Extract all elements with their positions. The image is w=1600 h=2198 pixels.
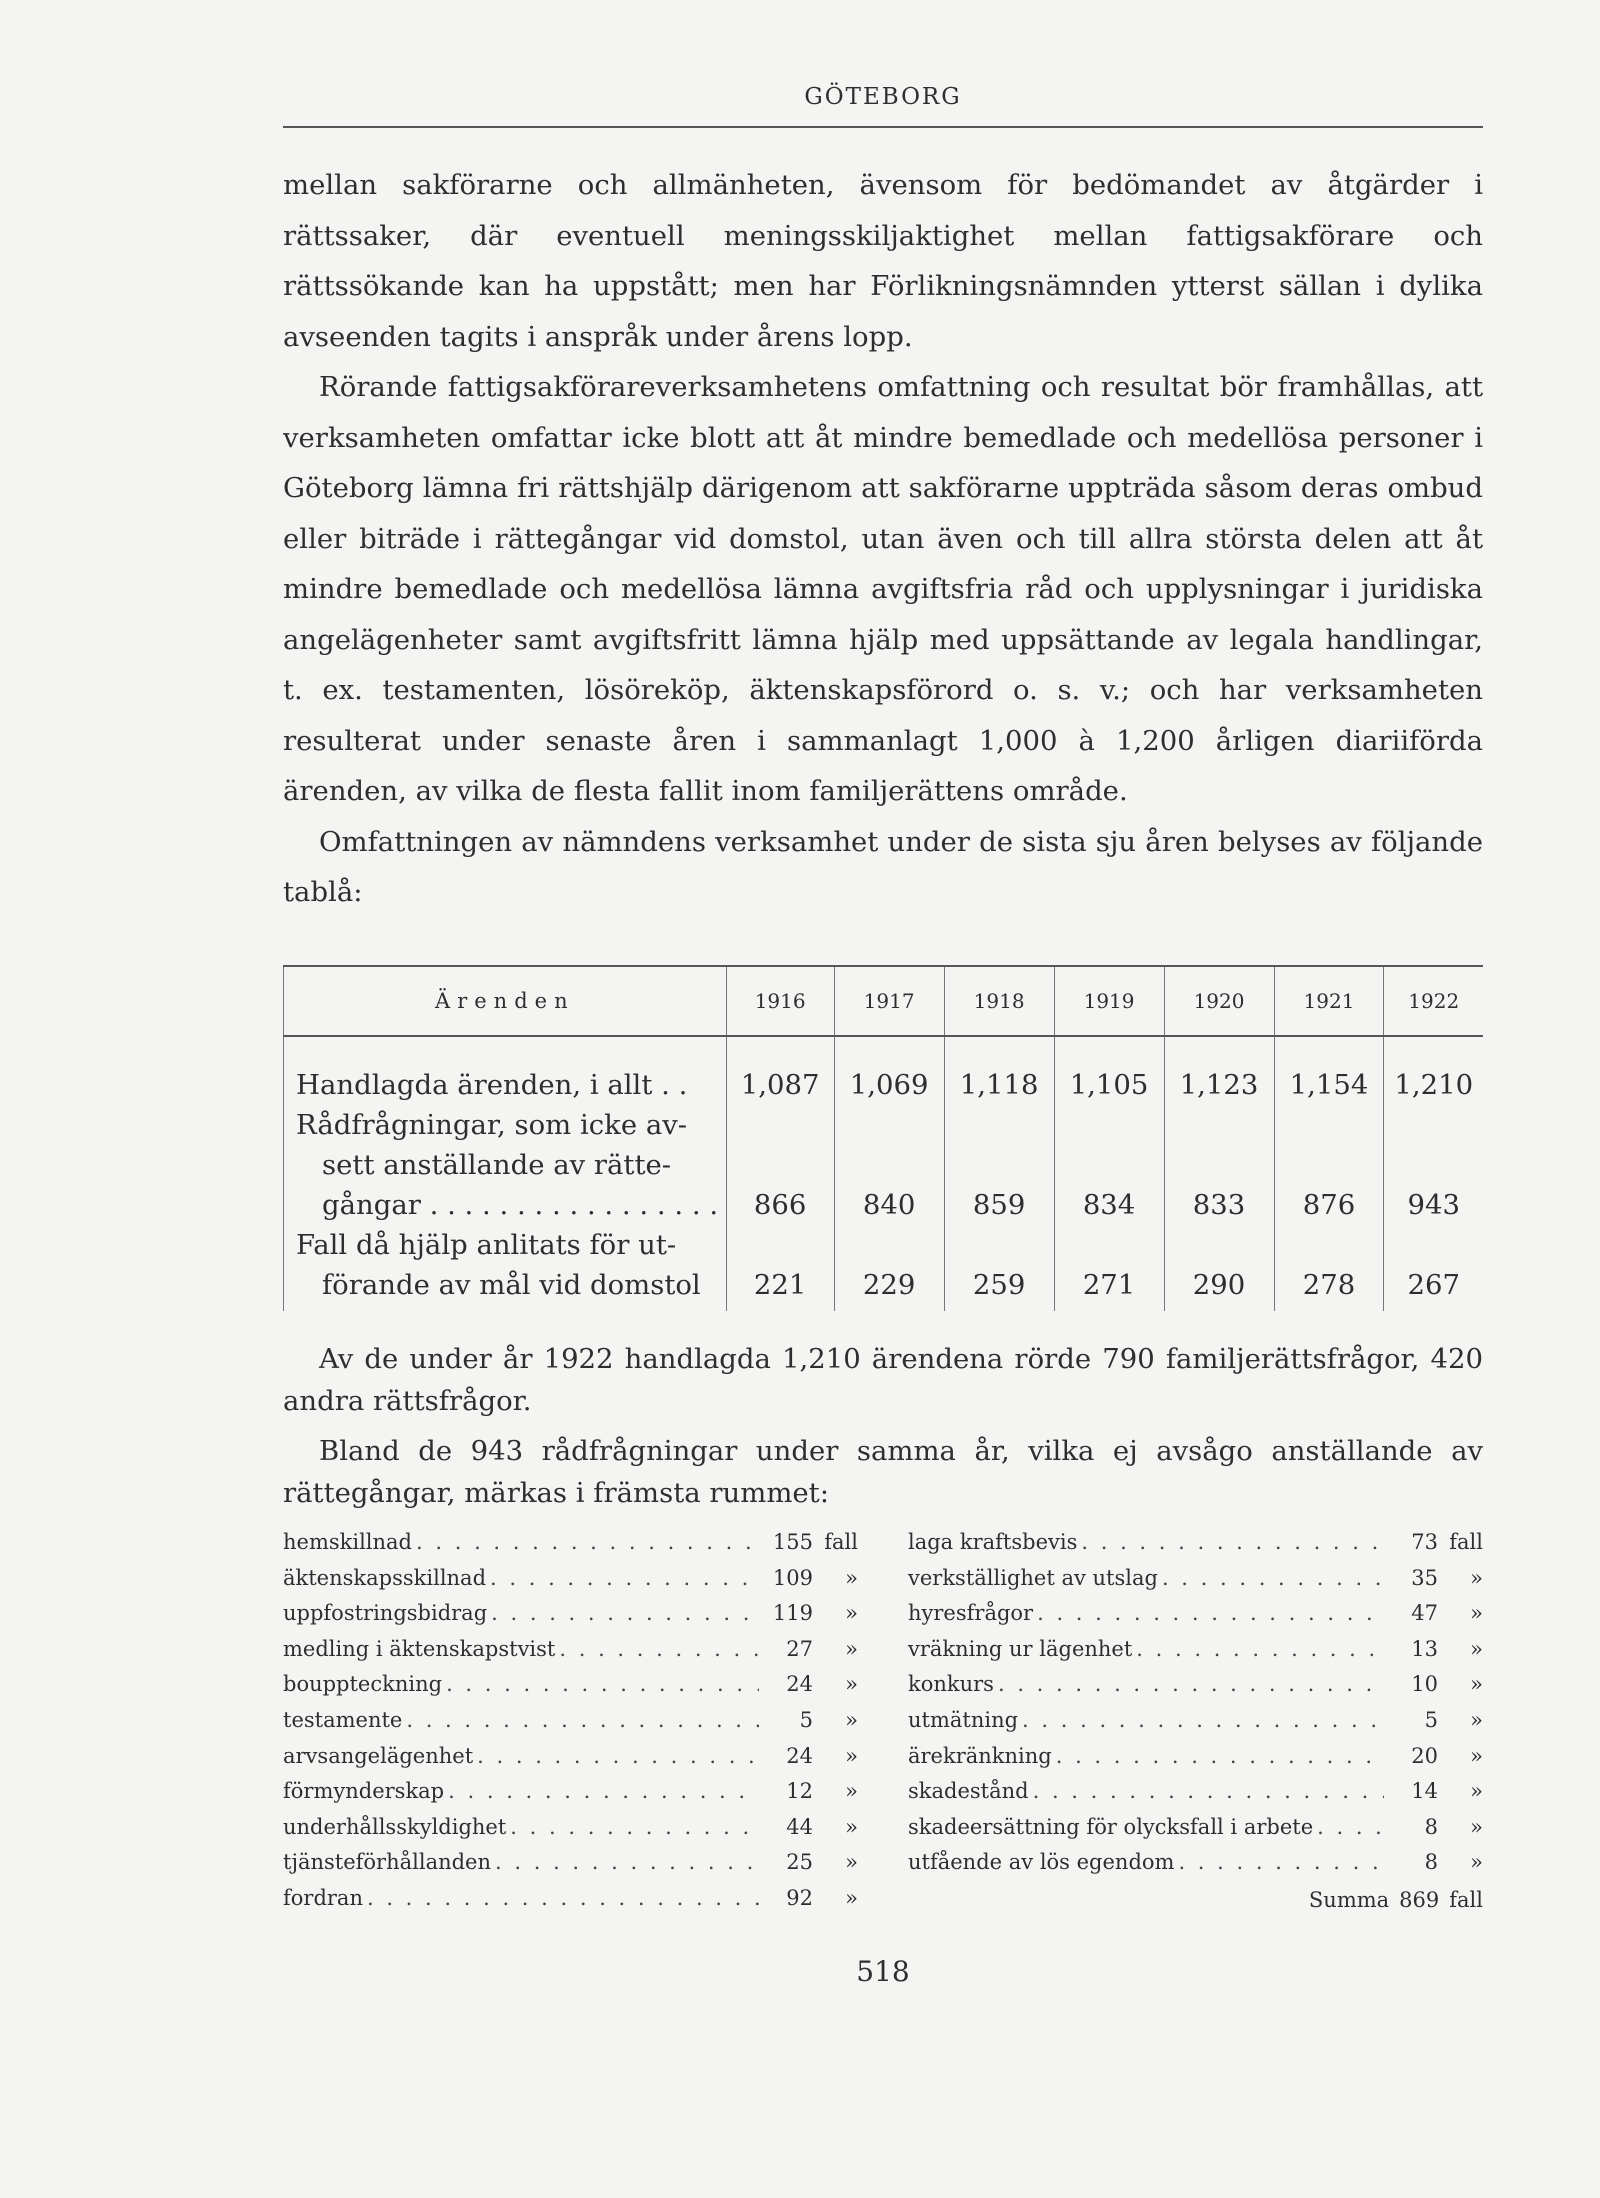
page-number: 518 [856, 1955, 910, 1988]
list-item [908, 1845, 1483, 1881]
list-item-label: skadeersättning för olycksfall i arbete [908, 1814, 1314, 1839]
table-header-row [284, 966, 1484, 1036]
paragraph: Av de under år 1922 handlagda 1,210 ärendena rörde 790 familjerättsfrågor, 420 andra rättsfrågor. [283, 1343, 1483, 1417]
list-item-unit: » [845, 1885, 858, 1910]
statistics-table [283, 965, 1483, 1311]
list-item-label: verkställighet av utslag [908, 1565, 1158, 1590]
leader-dots [1317, 1810, 1384, 1846]
leader-dots [446, 1667, 759, 1703]
table-cell: 866 [726, 1105, 834, 1225]
list-item [283, 1632, 858, 1668]
list-item-label: utfående av lös egendom [908, 1850, 1175, 1875]
summary-unit: fall [1449, 1887, 1483, 1912]
table-cell: 943 [1384, 1105, 1483, 1225]
table-cell: 1,154 [1274, 1065, 1384, 1105]
leader-dots [1033, 1774, 1384, 1810]
list-item-count: 92 [786, 1885, 813, 1910]
header-rule [283, 126, 1483, 128]
table-spacer-row [284, 1036, 1484, 1065]
list-item-label: bouppteckning [283, 1672, 443, 1697]
list-item-label: ärekränkning [908, 1743, 1052, 1768]
table-cell: 221 [726, 1225, 834, 1311]
leader-dots [1136, 1632, 1384, 1668]
list-item [908, 1561, 1483, 1597]
list-item-label: testamente [283, 1707, 403, 1732]
table-row [284, 1065, 1484, 1105]
paragraph: Bland de 943 rådfrågningar under samma år, vilka ej avsågo anställande av rättegångar, märkas i främsta rummet: [283, 1435, 1483, 1509]
spacer-cell [726, 1036, 834, 1065]
row-label-line: Fall då hjälp anlitats för ut- [296, 1229, 677, 1261]
list-item [908, 1667, 1483, 1703]
list-item-count: 14 [1411, 1779, 1438, 1804]
leader-dots [998, 1667, 1384, 1703]
paragraph: Omfattningen av nämndens verksamhet under de sista sju åren belyses av följande tablå: [283, 825, 1483, 908]
leader-dots [1162, 1561, 1384, 1597]
list-item-label: skadestånd [908, 1779, 1029, 1804]
list-item-unit: » [845, 1565, 858, 1590]
column-header-year: 1917 [834, 966, 944, 1036]
list-item-unit: » [1470, 1636, 1483, 1661]
list-item [283, 1525, 858, 1561]
list-item-count: 20 [1411, 1743, 1438, 1768]
spacer-cell [1164, 1036, 1274, 1065]
list-item-count: 8 [1424, 1814, 1438, 1839]
list-item [283, 1739, 858, 1775]
summary-label: Summa [1308, 1887, 1390, 1912]
spacer-cell [834, 1036, 944, 1065]
table-cell: 1,105 [1054, 1065, 1164, 1105]
list-item-unit: » [845, 1707, 858, 1732]
list-item-count: 5 [1424, 1707, 1438, 1732]
spacer-cell [1384, 1036, 1483, 1065]
list-item [908, 1774, 1483, 1810]
list-item-label: fordran [283, 1885, 363, 1910]
list-item-label: tjänsteförhållanden [283, 1850, 492, 1875]
spacer-cell [944, 1036, 1054, 1065]
list-right [908, 1525, 1483, 1919]
list-item-unit: » [845, 1672, 858, 1697]
list-item-unit: » [845, 1743, 858, 1768]
list-item-label: laga kraftsbevis [908, 1530, 1078, 1554]
row-label-line: gångar . . . . . . . . . . . . . . . . . [322, 1189, 719, 1221]
list-item-count: 119 [772, 1601, 813, 1626]
table-cell: 833 [1164, 1105, 1274, 1225]
list-item-unit: » [1470, 1814, 1483, 1839]
leader-dots [510, 1810, 759, 1846]
list-item [283, 1881, 858, 1917]
list-item-count: 27 [786, 1636, 813, 1661]
list-left [283, 1525, 858, 1917]
leader-dots [490, 1561, 759, 1597]
row-label [284, 1225, 727, 1311]
list-item-unit: » [845, 1850, 858, 1875]
spacer-cell [1054, 1036, 1164, 1065]
list-item-label: arvsangelägenhet [283, 1743, 474, 1768]
column-header-year: 1921 [1274, 966, 1384, 1036]
list-item [908, 1525, 1483, 1561]
list-item-unit: » [1470, 1565, 1483, 1590]
row-label [284, 1105, 727, 1225]
list-item-unit: » [845, 1636, 858, 1661]
table-cell: 259 [944, 1225, 1054, 1311]
table-cell: 1,118 [944, 1065, 1054, 1105]
row-label-line: sett anställande av rätte- [322, 1149, 672, 1181]
body-text [283, 160, 1483, 918]
column-header-year: 1918 [944, 966, 1054, 1036]
table-cell: 1,210 [1384, 1065, 1483, 1105]
list-item-unit: » [1470, 1779, 1483, 1804]
list-item-label: konkurs [908, 1672, 994, 1697]
list-item-count: 12 [786, 1779, 813, 1804]
list-item-label: underhållsskyldighet [283, 1814, 507, 1839]
row-label-line: förande av mål vid domstol [322, 1269, 701, 1301]
list-item-unit: fall [824, 1530, 858, 1554]
table-row [284, 1105, 1484, 1225]
list-item-label: äktenskapsskillnad [283, 1565, 487, 1590]
leader-dots [367, 1881, 759, 1917]
leader-dots [491, 1596, 759, 1632]
list-item-count: 25 [786, 1850, 813, 1875]
leader-dots [406, 1703, 759, 1739]
leader-dots [1081, 1525, 1384, 1561]
list-item-count: 47 [1411, 1601, 1438, 1626]
paragraph: mellan sakförarne och allmänheten, ävensom för bedömandet av åtgärder i rättssaker, där eventuell meningsskiljaktighet mellan fattigsakförare och rättssökande kan ha uppstått; men har Förlikningsnämnden ytterst sällan i dylika avseenden tagits i anspråk under årens lopp. [283, 169, 1483, 353]
running-head: GÖTEBORG [804, 84, 962, 110]
list-item [283, 1703, 858, 1739]
table-cell: 834 [1054, 1105, 1164, 1225]
list-item-count: 44 [786, 1814, 813, 1839]
leader-dots [416, 1525, 759, 1561]
list-item-label: förmynderskap [283, 1779, 445, 1804]
leader-dots [448, 1774, 759, 1810]
list-item-unit: » [845, 1814, 858, 1839]
list-item-count: 109 [772, 1565, 813, 1590]
list-item [283, 1810, 858, 1846]
list-item [283, 1774, 858, 1810]
list-item-count: 24 [786, 1672, 813, 1697]
list-item-count: 10 [1411, 1672, 1438, 1697]
summary-count: 869 [1399, 1887, 1440, 1912]
list-item [283, 1596, 858, 1632]
list-item [283, 1667, 858, 1703]
leader-dots [559, 1632, 759, 1668]
list-item-unit: » [845, 1601, 858, 1626]
list-item-label: hemskillnad [283, 1530, 413, 1554]
after-text [283, 1338, 1483, 1522]
column-header-year: 1919 [1054, 966, 1164, 1036]
column-header-year: 1922 [1384, 966, 1483, 1036]
list-item-count: 8 [1424, 1850, 1438, 1875]
list-item [283, 1845, 858, 1881]
list-item-unit: » [1470, 1850, 1483, 1875]
table-cell: 859 [944, 1105, 1054, 1225]
list-item-unit: » [1470, 1672, 1483, 1697]
list-item [283, 1561, 858, 1597]
list-item-unit: » [1470, 1743, 1483, 1768]
table-cell: 271 [1054, 1225, 1164, 1311]
table-cell: 1,069 [834, 1065, 944, 1105]
table-cell: 290 [1164, 1225, 1274, 1311]
row-label-line: Rådfrågningar, som icke av- [296, 1109, 688, 1141]
list-item-label: medling i äktenskapstvist [283, 1636, 556, 1661]
list-item [908, 1596, 1483, 1632]
table-cell: 876 [1274, 1105, 1384, 1225]
list-item-label: vräkning ur lägenhet [908, 1636, 1133, 1661]
list-item [908, 1632, 1483, 1668]
row-label-line: Handlagda ärenden, i allt . . [296, 1069, 688, 1101]
list-item-unit: » [845, 1779, 858, 1804]
list-item-count: 35 [1411, 1565, 1438, 1590]
list-item-count: 13 [1411, 1636, 1438, 1661]
row-label [284, 1065, 727, 1105]
list-item [908, 1739, 1483, 1775]
list-item-unit: » [1470, 1601, 1483, 1626]
leader-dots [1178, 1845, 1384, 1881]
list-item-count: 155 [772, 1530, 813, 1554]
list-item-label: hyresfrågor [908, 1601, 1034, 1626]
list-item-unit: » [1470, 1707, 1483, 1732]
list-item [908, 1810, 1483, 1846]
leader-dots [495, 1845, 759, 1881]
column-header-year: 1916 [726, 966, 834, 1036]
list-item-label: utmätning [908, 1707, 1019, 1732]
table-cell: 278 [1274, 1225, 1384, 1311]
list-item-label: uppfostringsbidrag [283, 1601, 488, 1626]
summary-row [908, 1883, 1483, 1919]
table-row [284, 1225, 1484, 1311]
list-item-count: 24 [786, 1743, 813, 1768]
list-item-count: 5 [799, 1707, 813, 1732]
list-item [908, 1703, 1483, 1739]
leader-dots [1022, 1703, 1384, 1739]
list-item-unit: fall [1449, 1530, 1483, 1554]
table-cell: 229 [834, 1225, 944, 1311]
spacer-cell [1274, 1036, 1384, 1065]
leader-dots [477, 1739, 759, 1775]
leader-dots [1056, 1739, 1384, 1775]
arenden-table [283, 965, 1483, 1311]
leader-dots [1037, 1596, 1384, 1632]
paragraph: Rörande fattigsakförareverksamhetens omfattning och resultat bör framhållas, att verksamheten omfattar icke blott att åt mindre bemedlade och medellösa personer i Göteborg lämna fri rättshjälp därigenom att sakförarne uppträda såsom deras ombud eller biträde i rättegångar vid domstol, utan även och till allra största delen att åt mindre bemedlade och medellösa lämna avgiftsfria råd och upplysningar i juridiska angelägenheter samt avgiftsfritt lämna hjälp med uppsättande av legala handlingar, t. ex. testamenten, lösöreköp, äktenskapsförord o. s. v.; och har verksamheten resulterat under senaste åren i sammanlagt 1,000 à 1,200 årligen diariiförda ärenden, av vilka de flesta fallit inom familjerättens område. [283, 371, 1483, 807]
spacer-cell [284, 1036, 727, 1065]
list-item-count: 73 [1411, 1530, 1438, 1554]
table-cell: 1,087 [726, 1065, 834, 1105]
table-cell: 1,123 [1164, 1065, 1274, 1105]
column-header-year: 1920 [1164, 966, 1274, 1036]
table-cell: 267 [1384, 1225, 1483, 1311]
column-header-arenden: Ärenden [284, 966, 727, 1036]
table-cell: 840 [834, 1105, 944, 1225]
